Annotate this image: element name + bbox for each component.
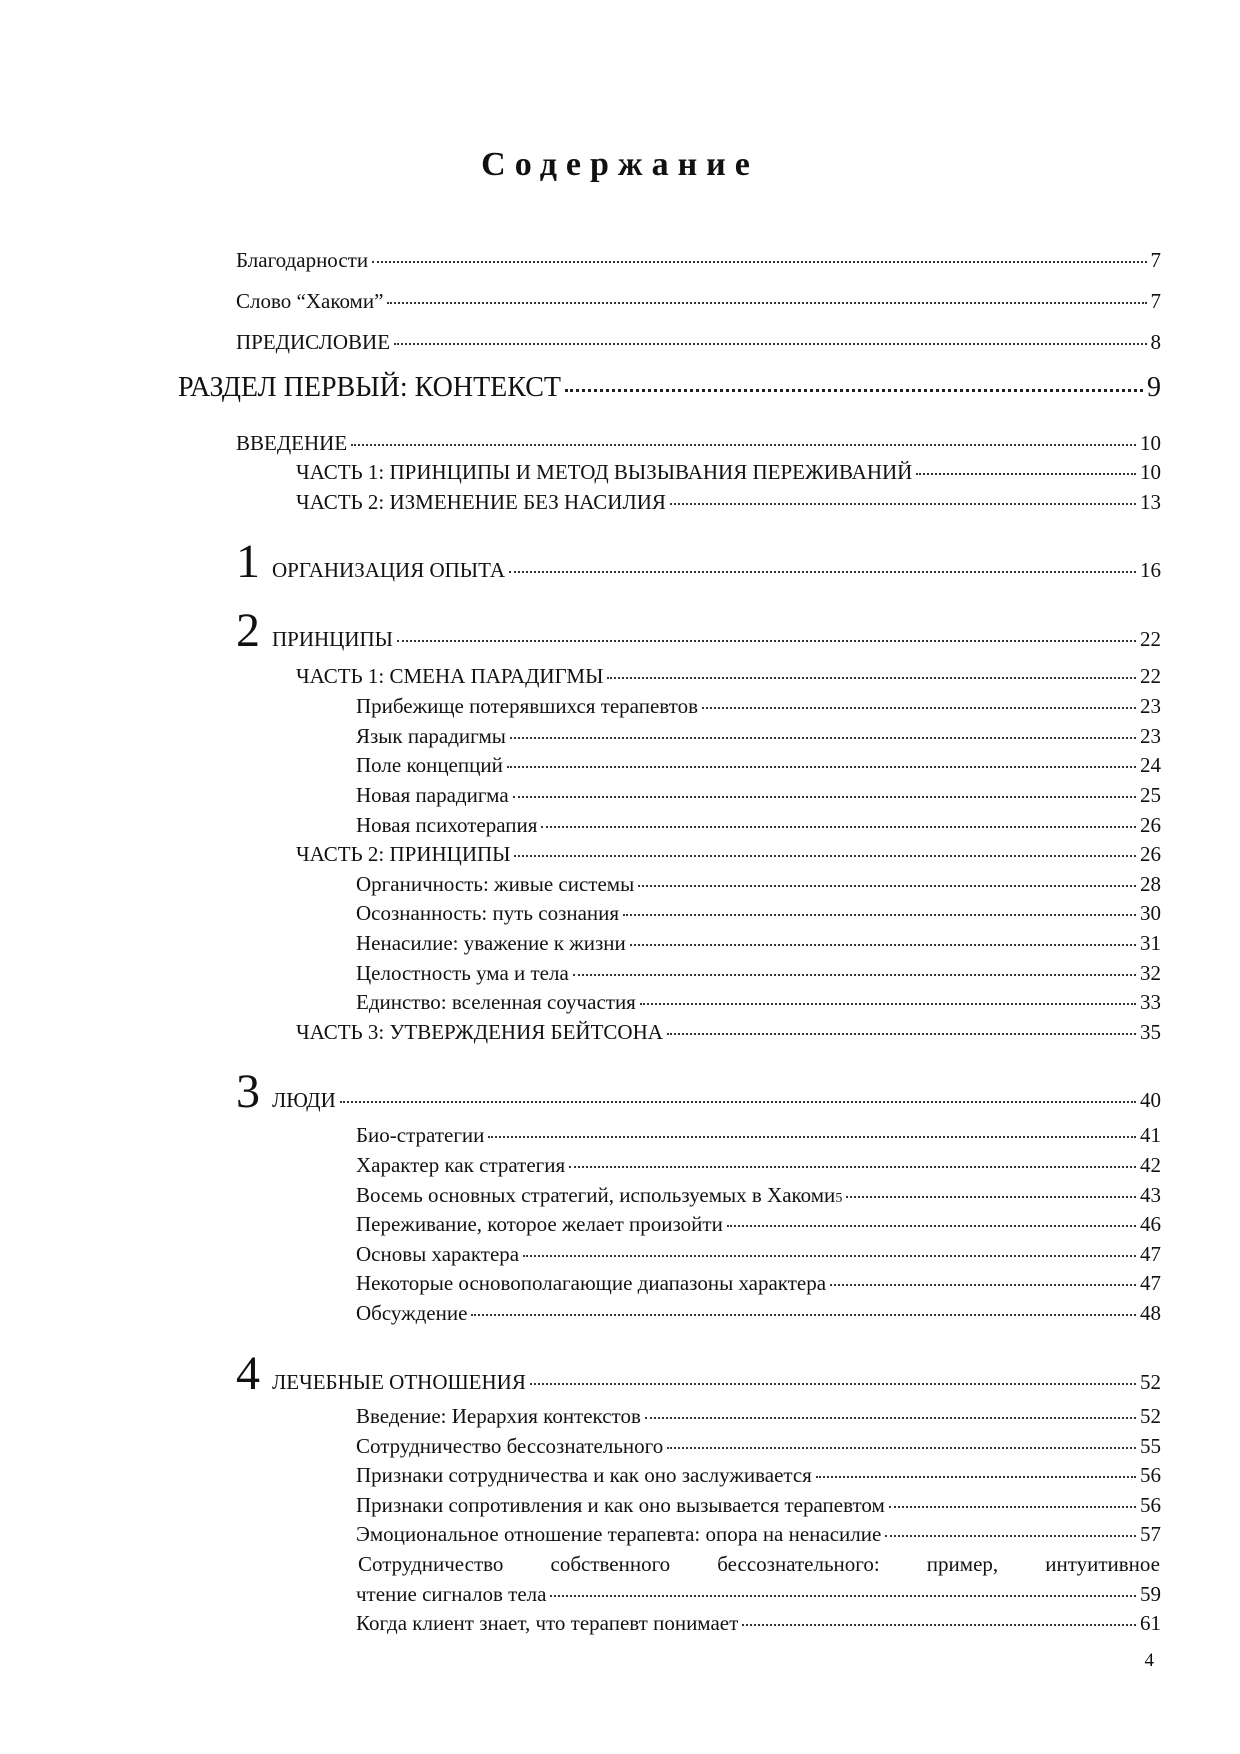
toc-entry-page: 22 bbox=[1140, 664, 1161, 688]
toc-entry[interactable] bbox=[356, 783, 1161, 808]
toc-entry-page: 47 bbox=[1140, 1271, 1161, 1295]
toc-entry-text: ЧАСТЬ 2: ПРИНЦИПЫ bbox=[296, 842, 511, 866]
toc-entry-page: 13 bbox=[1140, 490, 1161, 514]
toc-entry-text: ЛЮДИ bbox=[272, 1088, 336, 1112]
dot-leader bbox=[640, 1002, 1136, 1005]
toc-entry-text: Признаки сотрудничества и как оно заслуживается bbox=[356, 1463, 812, 1487]
toc-chapter-entry[interactable] bbox=[236, 1347, 1161, 1400]
toc-entry[interactable] bbox=[356, 961, 1161, 986]
toc-entry[interactable] bbox=[356, 1611, 1161, 1636]
toc-entry-text: ОРГАНИЗАЦИЯ ОПЫТА bbox=[272, 558, 506, 582]
toc-entry-page: 16 bbox=[1140, 558, 1161, 582]
toc-entry-text: Благодарности bbox=[236, 248, 369, 272]
toc-entry-text: Новая парадигма bbox=[356, 783, 509, 807]
toc-entry-page: 26 bbox=[1140, 842, 1161, 866]
dot-leader bbox=[541, 825, 1136, 828]
toc-entry-text: Сотрудничество собственного бессознательного: пример, интуитивное bbox=[358, 1552, 1160, 1576]
toc-entry-page: 33 bbox=[1140, 990, 1161, 1014]
toc-entry-text: ВВЕДЕНИЕ bbox=[236, 431, 348, 455]
toc-entry-text: Переживание, которое желает произойти bbox=[356, 1212, 723, 1236]
dot-leader bbox=[630, 943, 1136, 946]
toc-entry[interactable] bbox=[296, 490, 1161, 515]
dot-leader bbox=[667, 1032, 1136, 1035]
toc-entry-page: 61 bbox=[1140, 1611, 1161, 1635]
dot-leader bbox=[569, 1165, 1136, 1168]
toc-entry-page: 59 bbox=[1140, 1582, 1161, 1606]
toc-entry[interactable] bbox=[356, 1271, 1161, 1296]
toc-entry-text: Новая психотерапия bbox=[356, 813, 538, 837]
dot-leader bbox=[509, 570, 1136, 573]
toc-entry-page: 42 bbox=[1140, 1153, 1161, 1177]
toc-entry-text: Обсуждение bbox=[356, 1301, 468, 1325]
toc-entry[interactable] bbox=[356, 1522, 1161, 1547]
toc-entry-text: Слово “Хакоми” bbox=[236, 289, 384, 313]
toc-entry-text: РАЗДЕЛ ПЕРВЫЙ: КОНТЕКСТ bbox=[178, 372, 562, 403]
toc-chapter-entry[interactable] bbox=[236, 604, 1161, 657]
toc-entry-page: 31 bbox=[1140, 931, 1161, 955]
dot-leader bbox=[514, 854, 1136, 857]
dot-leader bbox=[513, 795, 1136, 798]
toc-entry-text: Единство: вселенная соучастия bbox=[356, 990, 636, 1014]
dot-leader bbox=[885, 1534, 1136, 1537]
toc-entry[interactable] bbox=[296, 842, 1161, 867]
dot-leader bbox=[816, 1475, 1136, 1478]
toc-entry-text: ЧАСТЬ 3: УТВЕРЖДЕНИЯ БЕЙТСОНА bbox=[296, 1020, 663, 1044]
toc-entry-page: 30 bbox=[1140, 901, 1161, 925]
toc-entry[interactable] bbox=[236, 248, 1161, 273]
toc-entry-text: Эмоциональное отношение терапевта: опора на ненасилие bbox=[356, 1522, 882, 1546]
toc-entry[interactable] bbox=[236, 330, 1161, 355]
chapter-number: 4 bbox=[236, 1347, 260, 1400]
toc-entry-text: Целостность ума и тела bbox=[356, 961, 569, 985]
toc-entry-page: 25 bbox=[1140, 783, 1161, 807]
dot-leader bbox=[565, 388, 1143, 392]
toc-entry-text: Характер как стратегия bbox=[356, 1153, 566, 1177]
toc-entry[interactable] bbox=[296, 664, 1161, 689]
toc-entry-page: 10 bbox=[1140, 460, 1161, 484]
dot-leader bbox=[638, 884, 1136, 887]
toc-entry-text: Ненасилие: уважение к жизни bbox=[356, 931, 626, 955]
dot-leader bbox=[846, 1195, 1136, 1198]
toc-entry-text: Прибежище потерявшихся терапевтов bbox=[356, 694, 698, 718]
toc-entry-text: Введение: Иерархия контекстов bbox=[356, 1404, 641, 1428]
dot-leader bbox=[916, 472, 1136, 475]
toc-entry-text: Восемь основных стратегий, используемых в Хакоми bbox=[356, 1183, 836, 1207]
dot-leader bbox=[727, 1224, 1136, 1227]
dot-leader bbox=[670, 502, 1136, 505]
toc-entry[interactable] bbox=[356, 1404, 1161, 1429]
toc-entry[interactable]: Восемь основных стратегий, используемых в Хакоми 5 43 bbox=[356, 1183, 1161, 1207]
dot-leader bbox=[510, 736, 1136, 739]
dot-leader bbox=[351, 443, 1136, 446]
dot-leader bbox=[523, 1254, 1136, 1257]
dot-leader bbox=[742, 1623, 1136, 1626]
toc-entry[interactable] bbox=[356, 724, 1161, 749]
dot-leader bbox=[488, 1135, 1136, 1138]
toc-entry-page: 28 bbox=[1140, 872, 1161, 896]
toc-entry-page: 52 bbox=[1140, 1370, 1161, 1394]
toc-entry-page: 23 bbox=[1140, 694, 1161, 718]
dot-leader bbox=[645, 1416, 1136, 1419]
page-number: 4 bbox=[1144, 1650, 1154, 1671]
dot-leader bbox=[372, 260, 1146, 263]
toc-entry-page: 8 bbox=[1150, 330, 1161, 354]
toc-entry-page: 24 bbox=[1140, 753, 1161, 777]
toc-entry-text: ЛЕЧЕБНЫЕ ОТНОШЕНИЯ bbox=[272, 1370, 526, 1394]
toc-entry-wrapped-first-line[interactable] bbox=[358, 1552, 1160, 1577]
dot-leader bbox=[340, 1100, 1136, 1103]
toc-chapter-entry[interactable] bbox=[236, 1065, 1161, 1118]
toc-entry-text: Некоторые основополагающие диапазоны характера bbox=[356, 1271, 827, 1295]
toc-entry[interactable] bbox=[356, 813, 1161, 838]
dot-leader bbox=[507, 765, 1136, 768]
dot-leader bbox=[387, 301, 1146, 304]
toc-entry-text: Признаки сопротивления и как оно вызывается терапевтом bbox=[356, 1493, 885, 1517]
toc-entry-text: Когда клиент знает, что терапевт понимает bbox=[356, 1611, 739, 1635]
toc-entry-wrapped-second-line[interactable] bbox=[356, 1582, 1161, 1607]
toc-entry-text: Поле концепций bbox=[356, 753, 503, 777]
toc-entry-text: ЧАСТЬ 1: СМЕНА ПАРАДИГМЫ bbox=[296, 664, 604, 688]
toc-entry-page: 47 bbox=[1140, 1242, 1161, 1266]
toc-entry-text: Осознанность: путь сознания bbox=[356, 901, 620, 925]
toc-entry-page: 9 bbox=[1147, 372, 1161, 403]
toc-entry-page: 41 bbox=[1140, 1123, 1161, 1147]
toc-section-entry[interactable] bbox=[178, 372, 1161, 404]
toc-entry-text: Язык парадигмы bbox=[356, 724, 506, 748]
toc-entry[interactable] bbox=[356, 1463, 1161, 1488]
toc-entry[interactable] bbox=[356, 1123, 1161, 1148]
toc-entry-page: 46 bbox=[1140, 1212, 1161, 1236]
toc-chapter-entry[interactable] bbox=[236, 535, 1161, 588]
toc-entry[interactable] bbox=[356, 901, 1161, 926]
toc-entry[interactable] bbox=[296, 1020, 1161, 1045]
toc-entry[interactable] bbox=[356, 990, 1161, 1015]
toc-entry-page: 22 bbox=[1140, 627, 1161, 651]
toc-entry[interactable] bbox=[356, 1153, 1161, 1178]
toc-entry-page: 7 bbox=[1150, 248, 1161, 272]
toc-entry-page: 48 bbox=[1140, 1301, 1161, 1325]
toc-entry[interactable] bbox=[356, 1493, 1161, 1518]
toc-entry[interactable] bbox=[356, 931, 1161, 956]
dot-leader bbox=[830, 1283, 1136, 1286]
dot-leader bbox=[550, 1594, 1136, 1597]
dot-leader bbox=[667, 1446, 1136, 1449]
toc-entry[interactable] bbox=[356, 694, 1161, 719]
dot-leader bbox=[471, 1313, 1136, 1316]
toc-entry-text: ЧАСТЬ 2: ИЗМЕНЕНИЕ БЕЗ НАСИЛИЯ bbox=[296, 490, 666, 514]
dot-leader bbox=[889, 1505, 1136, 1508]
toc-entry-text: ПРИНЦИПЫ bbox=[272, 627, 393, 651]
toc-entry[interactable] bbox=[356, 753, 1161, 778]
toc-entry-text: Сотрудничество бессознательного bbox=[356, 1434, 664, 1458]
dot-leader bbox=[607, 676, 1136, 679]
toc-entry-page: 56 bbox=[1140, 1493, 1161, 1517]
toc-entry-page: 23 bbox=[1140, 724, 1161, 748]
toc-entry-page: 43 bbox=[1140, 1183, 1161, 1207]
dot-leader bbox=[573, 973, 1136, 976]
dot-leader bbox=[623, 913, 1136, 916]
toc-entry-page: 10 bbox=[1140, 431, 1161, 455]
toc-entry-text: Основы характера bbox=[356, 1242, 520, 1266]
chapter-number: 3 bbox=[236, 1065, 260, 1118]
toc-entry[interactable] bbox=[356, 1242, 1161, 1267]
chapter-number: 2 bbox=[236, 604, 260, 657]
toc-entry-page: 35 bbox=[1140, 1020, 1161, 1044]
toc-entry-text: ЧАСТЬ 1: ПРИНЦИПЫ И МЕТОД ВЫЗЫВАНИЯ ПЕРЕЖИВАНИЙ bbox=[296, 460, 913, 484]
toc-entry-page: 32 bbox=[1140, 961, 1161, 985]
toc-entry[interactable] bbox=[356, 1212, 1161, 1237]
page-title: Содержание bbox=[481, 146, 759, 183]
toc-entry-page: 7 bbox=[1150, 289, 1161, 313]
toc-entry-page: 40 bbox=[1140, 1088, 1161, 1112]
toc-entry-page: 55 bbox=[1140, 1434, 1161, 1458]
dot-leader bbox=[702, 706, 1136, 709]
toc-entry[interactable] bbox=[236, 431, 1161, 456]
toc-entry-page: 26 bbox=[1140, 813, 1161, 837]
toc-entry-text: ПРЕДИСЛОВИЕ bbox=[236, 330, 391, 354]
dot-leader bbox=[530, 1382, 1136, 1385]
chapter-number: 1 bbox=[236, 535, 260, 588]
toc-entry-text: Органичность: живые системы bbox=[356, 872, 635, 896]
toc-entry-text: Био-стратегии bbox=[356, 1123, 485, 1147]
toc-entry[interactable] bbox=[356, 872, 1161, 897]
toc-entry[interactable] bbox=[296, 460, 1161, 485]
toc-entry-text: чтение сигналов тела bbox=[356, 1582, 547, 1606]
dot-leader bbox=[397, 639, 1136, 642]
toc-entry-page: 57 bbox=[1140, 1522, 1161, 1546]
dot-leader bbox=[394, 342, 1146, 345]
toc-entry-page: 56 bbox=[1140, 1463, 1161, 1487]
toc-entry[interactable] bbox=[236, 289, 1161, 314]
toc-entry[interactable] bbox=[356, 1301, 1161, 1326]
toc-entry[interactable] bbox=[356, 1434, 1161, 1459]
toc-entry-page: 52 bbox=[1140, 1404, 1161, 1428]
